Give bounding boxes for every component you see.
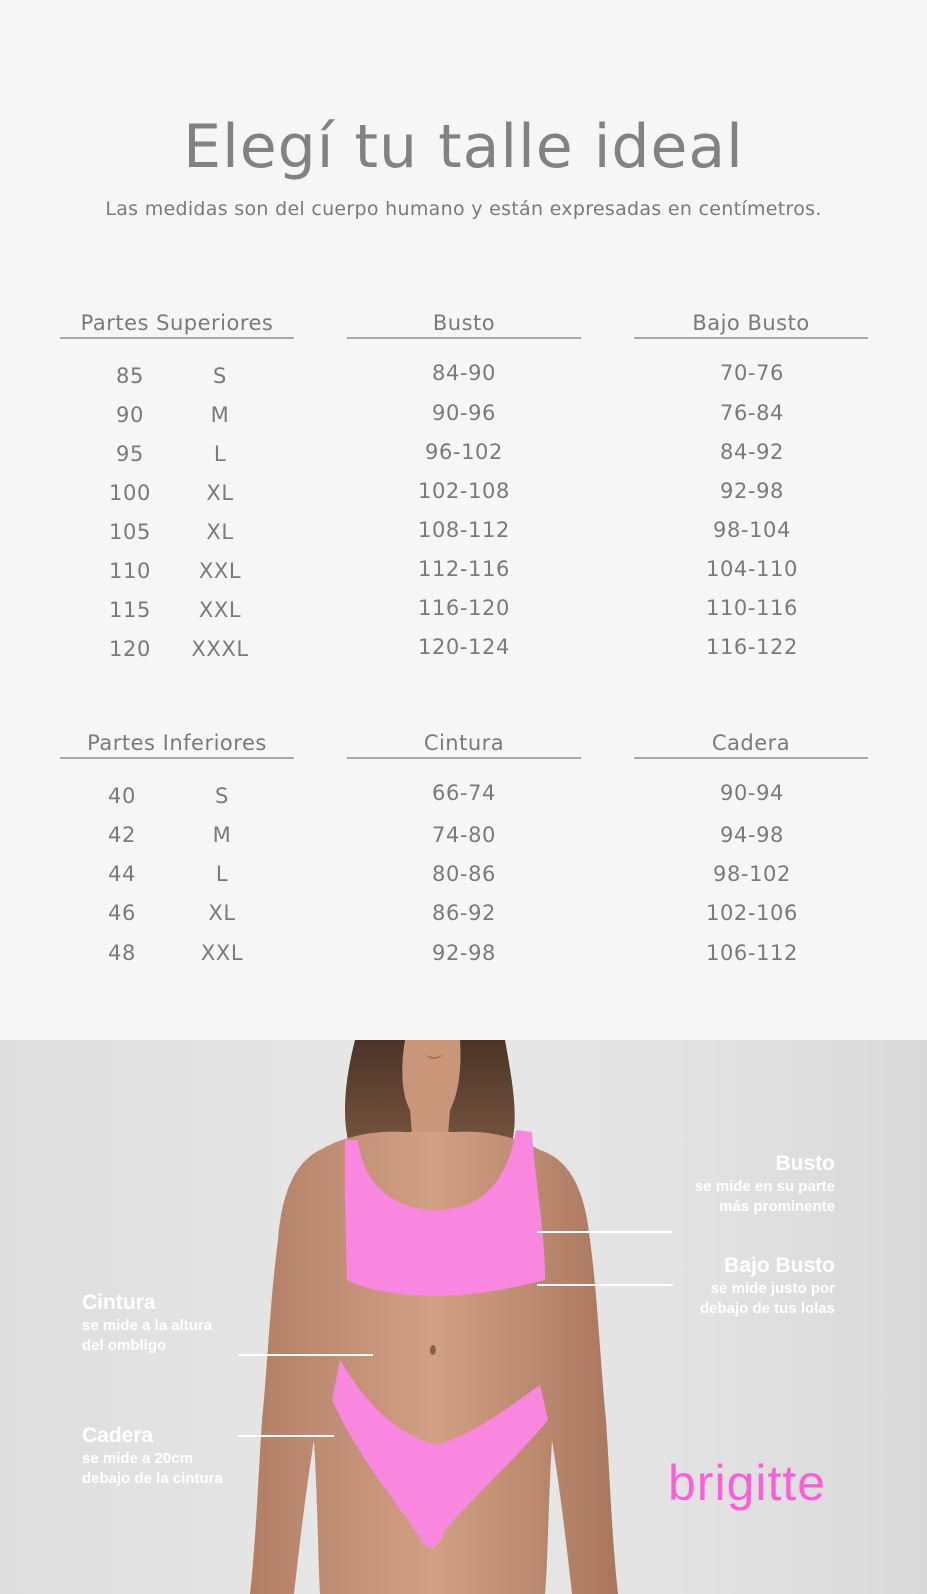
- tops-bajo-busto: 84-92: [719, 440, 785, 464]
- tops-label: XL: [206, 481, 234, 505]
- bottoms-header-cadera: Cadera: [634, 731, 868, 759]
- bottoms-size: 42: [108, 823, 136, 847]
- bottoms-cadera: 106-112: [706, 941, 798, 965]
- page-title: Elegí tu talle ideal: [183, 112, 744, 182]
- bajo-busto-title: Bajo Busto: [724, 1254, 835, 1277]
- tops-label: XXL: [198, 598, 242, 622]
- bottoms-label: M: [212, 823, 232, 847]
- tops-busto: 116-120: [418, 596, 510, 620]
- tops-size: 105: [109, 520, 151, 544]
- tops-size: 110: [109, 559, 151, 583]
- busto-desc-2: más prominente: [719, 1198, 835, 1215]
- tops-size: 85: [116, 364, 144, 388]
- tops-bajo-busto: 70-76: [719, 361, 785, 385]
- tops-label: S: [213, 364, 227, 388]
- busto-desc-1: se mide en su parte: [694, 1178, 835, 1195]
- bottoms-label: XXL: [200, 941, 244, 965]
- bajo-busto-desc-2: debajo de tus lolas: [699, 1300, 835, 1317]
- bottoms-cintura: 66-74: [431, 781, 497, 805]
- cintura-desc-1: se mide a la altura: [82, 1317, 213, 1334]
- bottoms-label: L: [215, 862, 229, 886]
- tops-label: L: [213, 442, 227, 466]
- tops-label: M: [210, 403, 230, 427]
- tops-size: 115: [109, 598, 151, 622]
- busto-title: Busto: [775, 1152, 835, 1175]
- cintura-line: [238, 1354, 373, 1356]
- tops-size: 120: [109, 637, 151, 661]
- tops-bajo-busto: 104-110: [706, 557, 798, 581]
- tops-busto: 84-90: [431, 361, 497, 385]
- bottoms-cintura: 80-86: [431, 862, 497, 886]
- tops-size: 100: [109, 481, 151, 505]
- bottoms-cadera: 102-106: [706, 901, 798, 925]
- bottoms-label: XL: [208, 901, 236, 925]
- tops-label: XXL: [198, 559, 242, 583]
- cadera-line: [238, 1435, 334, 1437]
- bottoms-cadera: 94-98: [719, 823, 785, 847]
- tops-header-size: Partes Superiores: [60, 311, 294, 339]
- cintura-desc-2: del ombligo: [82, 1337, 167, 1354]
- tops-busto: 112-116: [418, 557, 510, 581]
- busto-line: [537, 1231, 673, 1233]
- tops-busto: 90-96: [431, 401, 497, 425]
- page-subtitle: Las medidas son del cuerpo humano y están expresadas en centímetros.: [105, 198, 822, 220]
- bottoms-cintura: 74-80: [431, 823, 497, 847]
- tops-busto: 120-124: [418, 635, 510, 659]
- bottoms-cadera: 90-94: [719, 781, 785, 805]
- tops-bajo-busto: 76-84: [719, 401, 785, 425]
- tops-busto: 102-108: [418, 479, 510, 503]
- tops-header-busto: Busto: [347, 311, 581, 339]
- cintura-title: Cintura: [82, 1291, 156, 1314]
- tops-bajo-busto: 98-104: [713, 518, 791, 542]
- tops-busto: 108-112: [418, 518, 510, 542]
- bottoms-cadera: 98-102: [713, 862, 791, 886]
- cadera-desc-1: se mide a 20cm: [82, 1450, 193, 1467]
- cadera-desc-2: debajo de la cintura: [82, 1470, 223, 1487]
- tops-bajo-busto: 92-98: [719, 479, 785, 503]
- tops-bajo-busto: 116-122: [706, 635, 798, 659]
- bottoms-header-size: Partes Inferiores: [60, 731, 294, 759]
- tops-label: XL: [206, 520, 234, 544]
- bottoms-cintura: 92-98: [431, 941, 497, 965]
- cadera-title: Cadera: [82, 1424, 154, 1447]
- bottoms-size: 46: [108, 901, 136, 925]
- bajo-busto-desc-1: se mide justo por: [710, 1280, 835, 1297]
- tops-header-bajo-busto: Bajo Busto: [634, 311, 868, 339]
- model-photo-section: [0, 1040, 927, 1594]
- bottoms-size: 40: [108, 784, 136, 808]
- tops-size: 90: [116, 403, 144, 427]
- tops-bajo-busto: 110-116: [706, 596, 798, 620]
- bottoms-size: 44: [108, 862, 136, 886]
- bottoms-size: 48: [108, 941, 136, 965]
- tops-size: 95: [116, 442, 144, 466]
- bottoms-label: S: [215, 784, 229, 808]
- tops-label: XXXL: [191, 637, 249, 661]
- bottoms-cintura: 86-92: [431, 901, 497, 925]
- bottoms-header-cintura: Cintura: [347, 731, 581, 759]
- brigitte-logo: brigitte: [668, 1455, 827, 1511]
- tops-busto: 96-102: [425, 440, 503, 464]
